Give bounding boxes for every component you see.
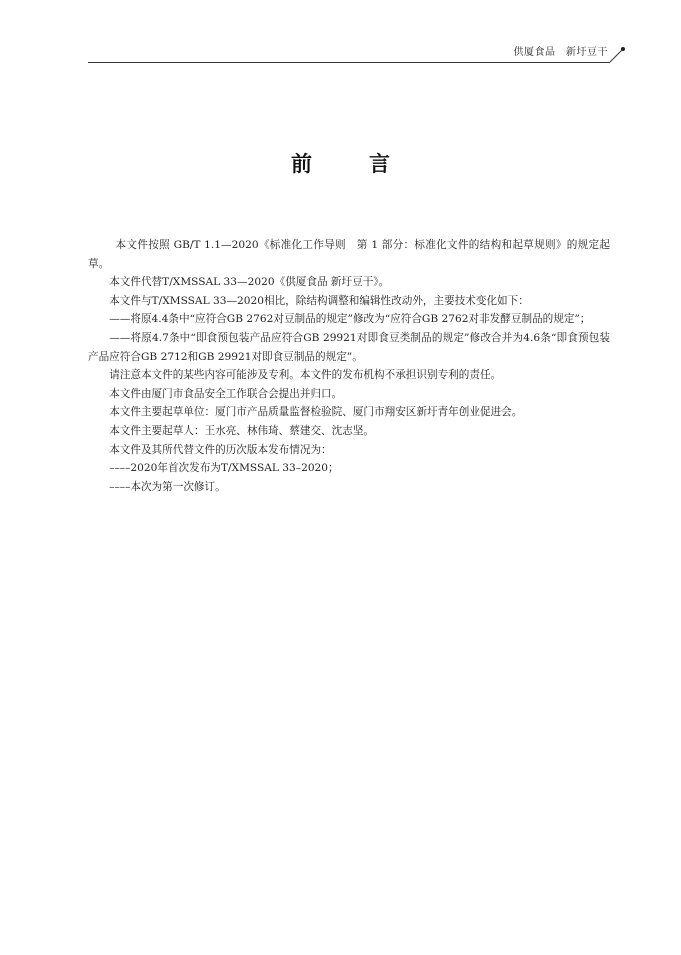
paragraph-history-intro: 本文件及其所代替文件的历次版本发布情况为： <box>109 443 332 456</box>
paragraph-replaces: 本文件代替T/XMSSAL 33—2020《供厦食品 新圩豆干》。 <box>109 276 390 289</box>
header-rule <box>88 62 610 63</box>
header-corner-ornament <box>608 44 628 64</box>
paragraph-change-4-4: ——将原4.4条中“应符合GB 2762对豆制品的规定”修改为“应符合GB 2762对非发酵豆制品的规定”； <box>109 313 591 326</box>
paragraph-history-current: ––––本次为第一次修订。 <box>109 480 226 493</box>
page-header <box>88 40 628 66</box>
paragraph-patent-notice: 请注意本文件的某些内容可能涉及专利。本文件的发布机构不承担识别专利的责任。 <box>109 369 502 382</box>
running-title: 供厦食品 新圩豆干 <box>513 47 608 58</box>
page-title: 前 言 <box>291 151 408 176</box>
paragraph-drafters: 本文件主要起草人：王水亮、林伟琦、蔡建交、沈志坚。 <box>109 424 375 437</box>
paragraph-drafting-units: 本文件主要起草单位：厦门市产品质量监督检验院、厦门市翔安区新圩青年创业促进会。 <box>109 406 523 419</box>
paragraph-changes-intro: 本文件与T/XMSSAL 33—2020相比，除结构调整和编辑性改动外，主要技术变化如下： <box>109 294 529 307</box>
paragraph-drafting-basis: 本文件按照 GB/T 1.1—2020《标准化工作导则 第 1 部分：标准化文件的结构和起草规则》的规定起草。 <box>88 239 610 270</box>
paragraph-history-first: ––––2020年首次发布为T/XMSSAL 33–2020； <box>109 462 339 475</box>
paragraph-proposer: 本文件由厦门市食品安全工作联合会提出并归口。 <box>109 387 343 400</box>
paragraph-change-4-7: ——将原4.7条中“即食预包装产品应符合GB 29921对即食豆类制品的规定”修改合并为4.6条“即食预包装产品应符合GB 2712和GB 29921对即食豆制品的规定”。 <box>88 331 610 363</box>
foreword-body <box>88 236 610 496</box>
